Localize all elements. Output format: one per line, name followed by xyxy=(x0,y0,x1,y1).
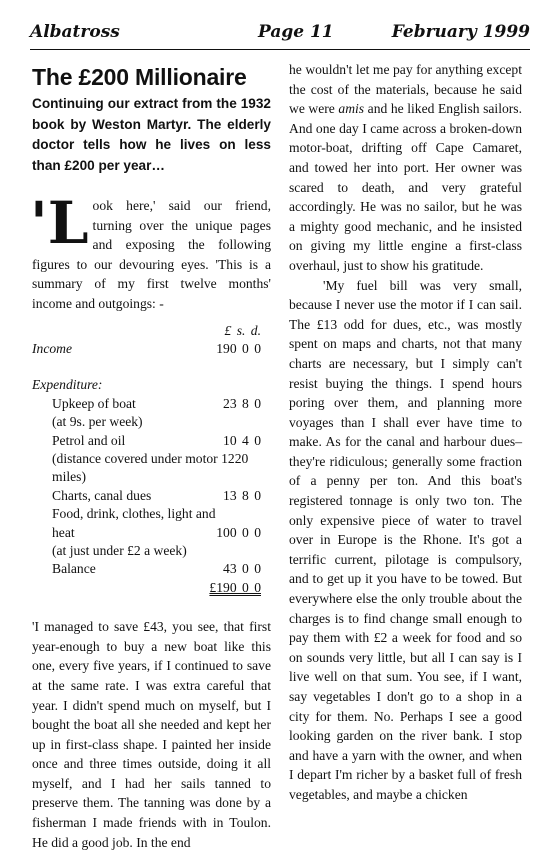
expense-row-food xyxy=(32,505,271,542)
expense-note-row xyxy=(32,413,271,431)
article-standfirst: Continuing our extract from the 1932 book by Weston Martyr. The elderly doctor tells how he lives on less than £200 per year… xyxy=(32,96,271,173)
article-title: The £200 Millionaire xyxy=(32,64,247,90)
expense-note-row xyxy=(32,450,271,487)
opening-text: ook here,' said our friend, turning over the unique pages and exposing the following figures to our devouring eyes. 'This is a summary of my first twelve months' income and outgoings: - xyxy=(32,198,271,311)
balance-row xyxy=(32,560,271,578)
expense-note: (at 9s. per week) xyxy=(52,414,143,430)
total-amount: £190 0 0 xyxy=(209,579,261,595)
income-label: Income xyxy=(32,340,73,356)
right-column xyxy=(289,60,522,805)
expense-note: (distance covered under motor 1220 miles) xyxy=(52,450,249,485)
drop-cap xyxy=(30,189,89,257)
balance-amount: 43 0 0 xyxy=(223,561,261,577)
accounts-units-row xyxy=(32,322,271,340)
publication-name: Albatross xyxy=(30,22,120,42)
expense-label: Upkeep of boat xyxy=(52,395,136,411)
page-number: Page 11 xyxy=(258,22,334,42)
left-column xyxy=(32,62,271,852)
drop-cap-letter: L xyxy=(47,189,89,257)
italic-word: amis xyxy=(338,101,365,117)
expense-note: (at just under £2 a week) xyxy=(52,542,187,558)
expense-label: Petrol and oil xyxy=(52,432,126,448)
body-text: and he liked English sailors. And one day I came across a broken-down motor-boat, drifting off Cape Camaret, and towed her into port. Her owner was scared to death, and very grateful accordingly. He was no sailor, but he was a mighty good mechanic, and he insisted on giving my little engine a first-class overhaul, just to show his gratitude. xyxy=(289,101,523,273)
expense-amount: 100 0 0 xyxy=(216,524,261,540)
expense-label: Charts, canal dues xyxy=(52,487,152,503)
issue-date: February 1999 xyxy=(391,22,530,42)
income-amount: 190 0 0 xyxy=(216,340,261,356)
body-paragraph: 'I managed to save £43, you see, that first year-enough to buy a new boat like this one, every five years, if I continued to save at the same rate. I was extra careful that year. I didn't spend much on myself, but I bought the boat all she needed and kept her up in first-class shape. I painted her inside once and three times outside, doing it all myself, and I had her sails tanned to preserve them. The tanning was done by a fisherman I made friends with in Toulon. He did a good job. In the end xyxy=(32,619,271,850)
expense-row-upkeep xyxy=(32,395,271,413)
opening-paragraph xyxy=(30,189,271,314)
accounts-table xyxy=(32,322,271,598)
income-row xyxy=(32,340,271,358)
balance-label: Balance xyxy=(52,561,96,577)
body-text: he wouldn't let me pay for anything except the cost of the materials, because he said we were xyxy=(289,62,522,117)
body-paragraph xyxy=(289,60,522,276)
expense-amount: 13 8 0 xyxy=(223,487,261,503)
total-row xyxy=(32,579,271,597)
expenditure-heading-row xyxy=(32,376,271,394)
expense-amount: 23 8 0 xyxy=(223,395,261,411)
expense-amount: 10 4 0 xyxy=(223,432,261,448)
expenditure-label: Expenditure: xyxy=(32,377,103,393)
expense-row-petrol xyxy=(32,432,271,450)
drop-cap-quote: ' xyxy=(30,189,48,257)
expense-row-charts xyxy=(32,487,271,505)
accounts-units: £ s. d. xyxy=(224,322,261,338)
body-paragraph: 'My fuel bill was very small, because I never use the motor if I can sail. The £13 odd for dues, etc., was mostly spent on maps and charts, not that many charts are necessary, but I simply can't resist buying the things. I spend hours poring over them, and planning more voyages than I shall ever have time to make. As for the canal and harbour dues–they're ridiculous; generally some fraction of a penny per ton. And this boat's registered tonnage is only two ton. The only expensive piece of water to travel over in Europe is the Rhone. It's got a terrific current, pilotage is compulsory, and to get up it you have to be towed. But everywhere else the only trouble about the charges is to find change small enough to pay them with £2 a week for food and so on sounds very little, but all I can say is I live well on that sum. You see, if I want, say vegetables I don't go to a shop in a city for them. No. Perhaps I see a good looking garden on the river bank. I stop and have a yarn with the owner, and when I depart I'm richer by a basket full of fresh vegetables, and maybe a chicken xyxy=(289,277,522,802)
expense-label: Food, drink, clothes, light and heat xyxy=(52,506,216,540)
running-header xyxy=(30,22,530,48)
header-rule xyxy=(30,49,530,50)
expense-note-row xyxy=(32,542,271,560)
